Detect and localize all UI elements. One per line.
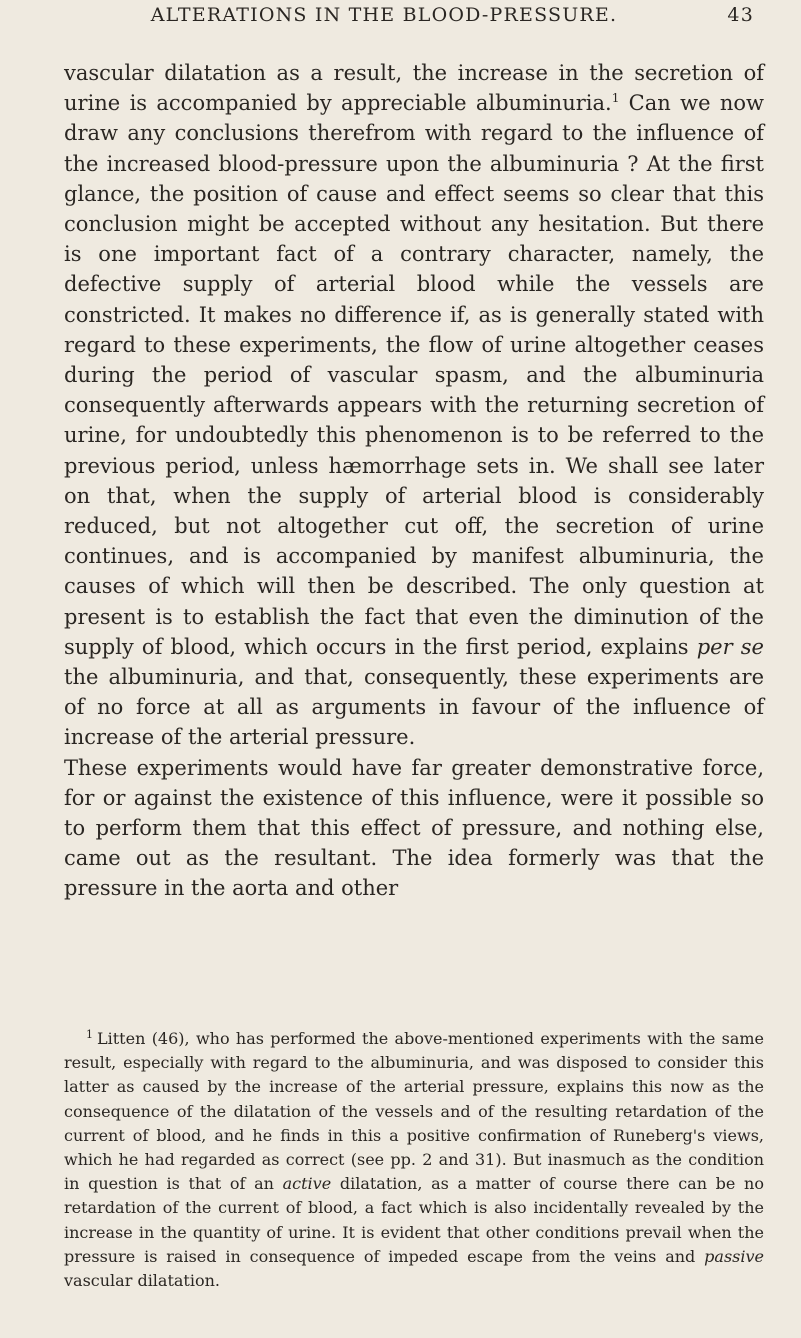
footnote-text-b: dilatation, as a matter of course there can be no retardation of the current of blood, a fact which is also incidentally revealed by the increase in the quantity of urine. It is evident that other conditions prevail when the pressure is raised in consequence of impeded escape from the veins and	[64, 1174, 764, 1266]
footnote-emphasis-passive: passive	[704, 1246, 764, 1266]
footnote-mark: 1	[86, 1027, 93, 1041]
footnote-text-c: vascular dilatation.	[64, 1271, 220, 1291]
footnote-reference: 1	[611, 91, 620, 106]
paragraph-1-part-b: Can we now draw any conclusions therefrom with regard to the influence of the increased blood-pressure upon the albuminuria ? At the first glance, the position of cause and effect seems so clear that this conclusion might be accepted without any hesitation. But there is one important fact of a contrary character, namely, the defective supply of arterial blood while the vessels are constricted. It makes no difference if, as is generally stated with regard to these experiments, the flow of urine altogether ceases during the period of vascular spasm, and the albuminuria consequently afterwards appears with the returning secretion of urine, for undoubtedly this phenomenon is to be referred to the previous period, unless hæmorrhage sets in. We shall see later on that, when the supply of arterial blood is considerably reduced, but not altogether cut off, the secretion of urine continues, and is accompanied by manifest albuminuria, the causes of which will then be described. The only question at present is to establish the fact that even the diminution of the supply of blood, which occurs in the first period, explains	[64, 91, 764, 659]
paragraph-1-emphasis: per se	[696, 634, 764, 659]
paragraph-1	[64, 58, 764, 753]
footnote-emphasis-active: active	[282, 1174, 332, 1194]
running-title: ALTERATIONS IN THE BLOOD-PRESSURE.	[150, 4, 618, 26]
running-head	[64, 4, 754, 34]
paragraph-1-part-c: the albuminuria, and that, consequently, these experiments are of no force at all as arguments in favour of the influence of increase of the arterial pressure.	[64, 665, 764, 750]
body-text	[64, 58, 764, 904]
page-number: 43	[727, 4, 754, 26]
paragraph-2: These experiments would have far greater demonstrative force, for or against the existence of this influence, were it possible so to perform them that this effect of pressure, and nothing else, came out as the resultant. The idea formerly was that the pressure in the aorta and other	[64, 755, 764, 901]
footnote-text-a: Litten (46), who has performed the above-mentioned experiments with the same result, especially with regard to the albuminuria, and was disposed to consider this latter as caused by the increase of the arterial pressure, explains this now as the consequence of the dilatation of the vessels and of the resulting retardation of the current of blood, and he finds in this a positive confirmation of Runeberg's views, which he had regarded as correct (see pp. 2 and 31). But inasmuch as the condition in question is that of an	[64, 1029, 764, 1194]
footnotes	[64, 1027, 764, 1293]
paragraph-1-part-a: vascular dilatation as a result, the increase in the secretion of urine is accompanied by appreciable albuminuria.	[64, 61, 764, 116]
footnote-1	[64, 1027, 764, 1293]
